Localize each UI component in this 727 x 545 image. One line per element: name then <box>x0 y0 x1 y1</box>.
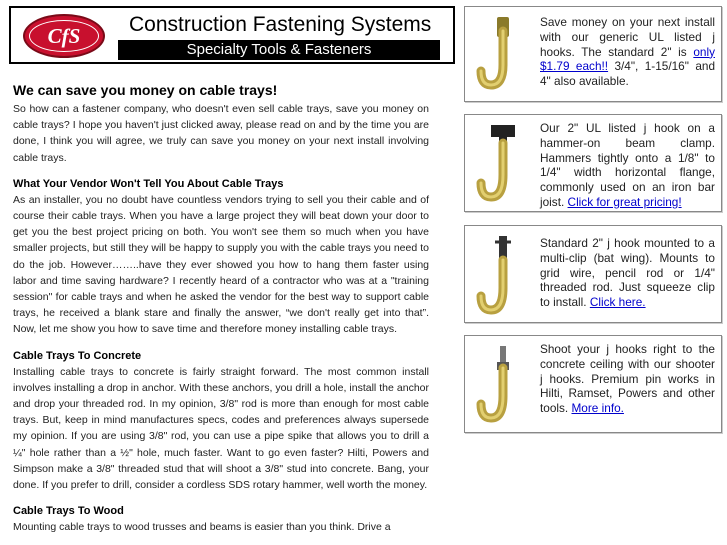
price-link[interactable]: only $1.79 each!! <box>540 44 715 74</box>
click-here-link[interactable]: Click here. <box>589 295 646 310</box>
section-heading: Cable Trays To Concrete <box>13 349 142 362</box>
more-info-link[interactable]: More info. <box>571 401 624 416</box>
site-header <box>9 6 455 64</box>
section-heading: Cable Trays To Wood <box>13 505 124 518</box>
product-card <box>464 225 722 323</box>
shooter-j-hook-image <box>473 342 533 428</box>
article <box>13 82 429 535</box>
logo-text: CfS <box>29 20 99 52</box>
product-card <box>464 6 722 102</box>
card-text: Shoot your j hooks right to the concrete ceiling with our shooter j hooks. Premium pin works in Hilti, Ramset, Powers and other tools. More info. <box>540 342 715 416</box>
intro-paragraph: So how can a fastener company, who doesn't even sell cable trays, save you money on cable trays? I hope you haven't just clicked away, please read on and by the time you are done, I think you will agree, we truly can save you money on your next install involving cable trays. <box>13 103 429 164</box>
section-body: Mounting cable trays to wood trusses and beams is easier than you think. Drive a <box>13 521 391 534</box>
section-body: Installing cable trays to concrete is fairly straight forward. The most common install involves installing a drop in anchor. With these anchors, you drill a hole, install the anchor and drop your threaded rod. In my opinion, 3/8" rod is more than enough for most cable trays. But, keep in mind manufactures specs, codes and preferences always supersede my opinion. If you are using 3/8" rod, you can use a pipe spike that allows you to drill a ¼" hole rather than a ½" hole, much faster. Want to go even faster? Hilti, Powers and Simpson make a 3/8" threaded stud that will shoot a 3/8" stud into concrete. Bang, your done. If you prefer to drill, consider a cordless SDS rotary hammer, well worth the money. <box>13 365 429 492</box>
card-text: Standard 2" j hook mounted to a multi-clip (bat wing). Mounts to grid wire, pencil rod or 1/4" threaded rod. Just squeeze clip to install. Click here. <box>540 236 715 310</box>
multi-clip-j-hook-image <box>473 232 533 318</box>
section-heading: What Your Vendor Won't Tell You About Cable Trays <box>13 177 284 190</box>
hammer-on-clamp-image <box>473 121 533 207</box>
product-card <box>464 335 722 433</box>
tagline: Specialty Tools & Fasteners <box>118 40 440 60</box>
company-name: Construction Fastening Systems <box>129 13 432 36</box>
card-text: Our 2" UL listed j hook on a hammer-on beam clamp. Hammers tightly onto a 1/8" to 1/4" width horizontal flange, commonly used on an iron bar joist. Click for great pricing! <box>540 121 715 209</box>
pricing-link[interactable]: Click for great pricing! <box>567 194 682 209</box>
product-card <box>464 114 722 212</box>
section-body: As an installer, you no doubt have countless vendors trying to sell you their cable and of course their cable trays. When you have a large project they will beat down your door to get you the best project pricing on both. You won't see them so much when you have smaller projects, but still they will be happy to supply you with the cable trays you need to do the job. However……..have they ever showed you how to hang them faster using labor and time saving hardware? I recently heard of a contractor who was at a "training session" for cable trays and when he asked the vendor for the best way to support cable trays, he received a blank stare and finally the answer, “we don't really get into that”. Now, let me show you how to save time and therefore money installing cable trays. <box>13 193 429 336</box>
cfs-logo[interactable] <box>23 14 105 58</box>
card-text: Save money on your next install with our generic UL listed j hooks. The standard 2" is only $1.79 each!! 3/4", 1-15/16" and 4" also available. <box>540 15 716 89</box>
page-title: We can save you money on cable trays! <box>13 82 278 98</box>
j-hook-image <box>473 13 533 95</box>
